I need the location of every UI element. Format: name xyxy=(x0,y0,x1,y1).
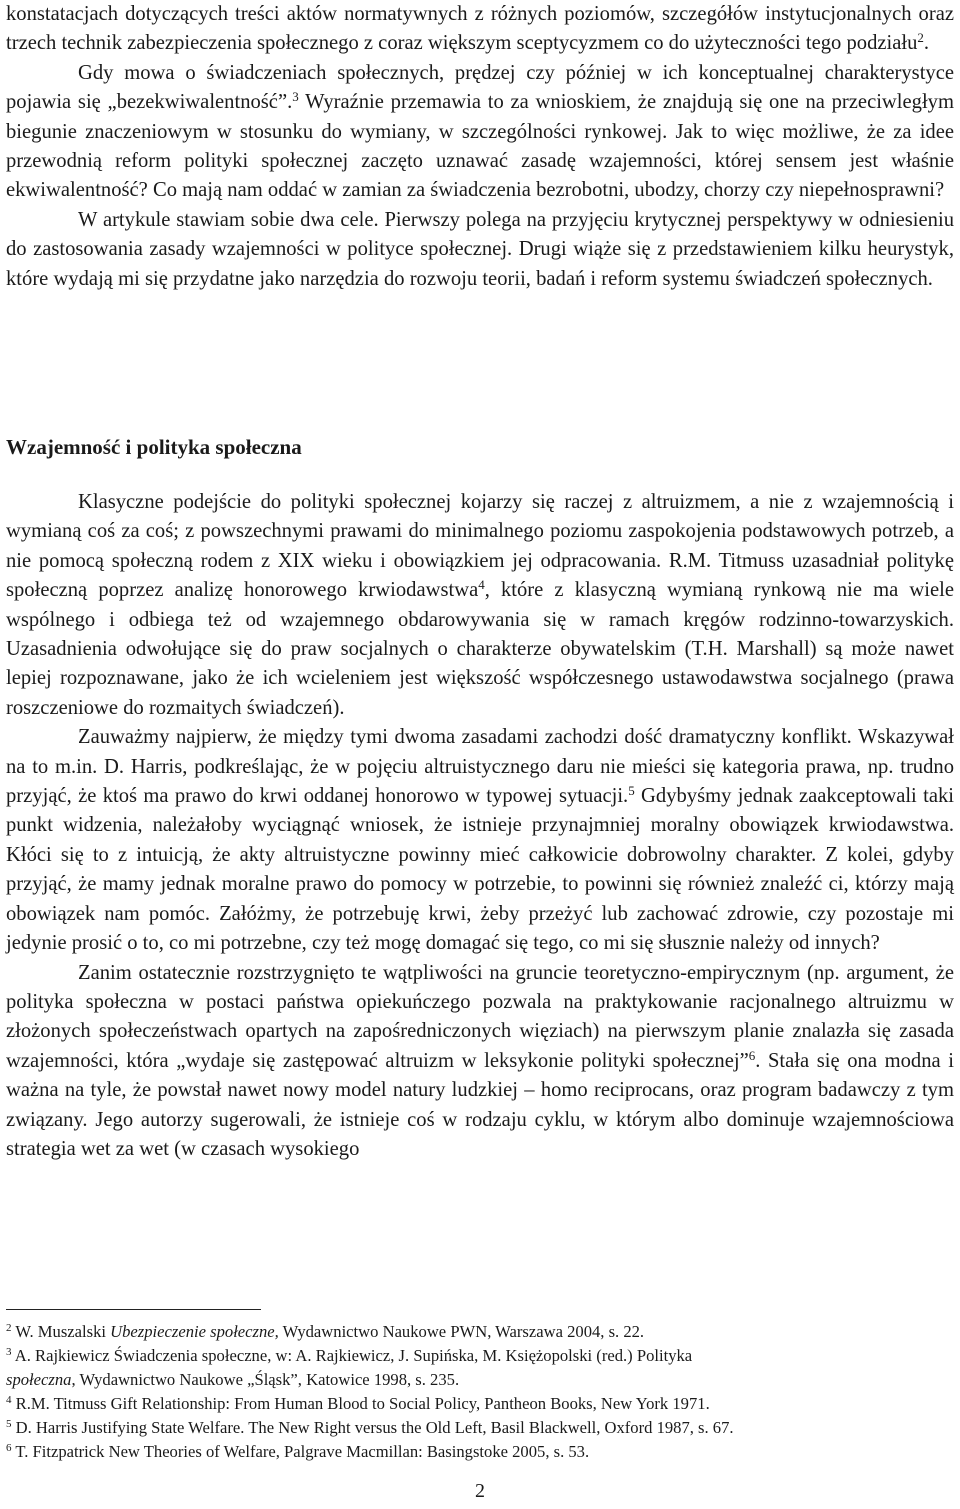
page-number: 2 xyxy=(475,1480,485,1502)
paragraph-goals xyxy=(6,206,954,294)
footnote-ref[interactable]: 4 xyxy=(478,577,485,593)
footnote-text: A. Rajkiewicz Świadczenia społeczne, w: A. Rajkiewicz, J. Supińska, M. Księżopolski (red.) Polityka xyxy=(11,1346,693,1365)
footnote-number: 3 xyxy=(6,1346,12,1358)
paragraph-text: . Stała się ona modna i ważna na tyle, że powstał nawet nowy model natury ludzkiej – homo reciprocans, oraz program badawczy z tym związany. Jego autorzy sugerowali, że istnieje coś w rodzaju cyklu, w którym albo dominuje wzajemnościowa strategia wet za wet (w czasach wysokiego xyxy=(6,1049,954,1160)
paragraph-text: konstatacjach dotyczących treści aktów normatywnych z różnych poziomów, szczegółów instytucjonalnych oraz trzech technik zabezpieczenia społecznego z coraz większym sceptycyzmem co do użyteczności tego podziału xyxy=(6,3,954,55)
section-text xyxy=(6,488,954,1164)
footnote-number: 2 xyxy=(6,1322,12,1334)
footnote-number: 6 xyxy=(6,1442,12,1454)
footnote-ref[interactable]: 6 xyxy=(748,1047,756,1063)
footnote-number: 4 xyxy=(6,1394,12,1406)
footnote-4 xyxy=(6,1392,954,1416)
footnote-separator xyxy=(6,1309,261,1310)
footnote-text: Wydawnictwo Naukowe PWN, Warszawa 2004, s. 22. xyxy=(278,1322,645,1341)
footnote-text: W. Muszalski xyxy=(11,1322,111,1341)
paragraph-text: Klasyczne podejście do polityki społecznej kojarzy się raczej z altruizmem, a nie z wzajemnością i wymianą coś za coś; z powszechnymi prawami do minimalnego poziomu zaspokojenia podstawowych potrzeb, a nie pomocą społeczną rodem z XIX wieku i obowiązkiem jej odpracowania. R.M. Titmuss uzasadniał politykę społeczną poprzez analizę honorowego krwiodawstwa xyxy=(6,491,954,602)
paragraph-text: Zauważmy najpierw, że między tymi dwoma zasadami zachodzi dość dramatyczny konflikt. Wskazywał na to m.in. D. Harris, podkreślając, że w pojęciu altruistycznego daru nie mieści się kategoria prawa, np. trudno przyjąć, że ktoś ma prawo do krwi oddanej honorowo w typowej sytuacji. xyxy=(6,726,954,808)
intro-text xyxy=(6,0,954,294)
footnote-text: R.M. Titmuss Gift Relationship: From Human Blood to Social Policy, Pantheon Books, New York 1971. xyxy=(11,1394,710,1413)
footnote-ref[interactable]: 5 xyxy=(628,783,635,799)
footnote-3 xyxy=(6,1344,954,1392)
section-heading: Wzajemność i polityka społeczna xyxy=(6,435,302,459)
footnote-6 xyxy=(6,1440,954,1464)
footnote-text: T. Fitzpatrick New Theories of Welfare, Palgrave Macmillan: Basingstoke 2005, s. 53. xyxy=(11,1442,590,1461)
paragraph-conflict xyxy=(6,723,954,958)
paragraph-classic-approach xyxy=(6,488,954,723)
footnote-ref[interactable]: 3 xyxy=(292,89,299,105)
footnote-text: , Wydawnictwo Naukowe „Śląsk”, Katowice 1998, s. 235. xyxy=(71,1370,460,1389)
paragraph-reciprocity xyxy=(6,959,954,1165)
footnote-text: D. Harris Justifying State Welfare. The New Right versus the Old Left, Basil Blackwell, Oxford 1987, s. 67. xyxy=(11,1418,734,1437)
footnote-2 xyxy=(6,1320,954,1344)
footnote-number: 5 xyxy=(6,1418,12,1430)
footnote-ref[interactable]: 2 xyxy=(917,30,924,46)
paragraph-text: Wyraźnie przemawia to za wnioskiem, że znajdują się one na przeciwległym biegunie znaczeniowym w stosunku do wymiany, w szczególności rynkowej. Jak to więc możliwe, że za idee przewodnią reform polityki społecznej zaczęto uznawać zasadę wzajemności, której sensem jest właśnie ekwiwalentność? Co mają nam oddać w zamian za świadczenia bezrobotni, ubodzy, chorzy czy niepełnosprawni? xyxy=(6,91,954,202)
paragraph-intro-continuation xyxy=(6,0,954,59)
paragraph-bezekwiwalentnosc xyxy=(6,59,954,206)
footnote-5 xyxy=(6,1416,954,1440)
footnote-title: społeczna xyxy=(6,1370,72,1389)
paragraph-text: , które z klasyczną wymianą rynkową nie ma wiele wspólnego i odbiega też od wzajemnego obdarowywania się w ramach kręgów rodzinno-towarzyskich. Uzasadnienia odwołujące się do praw socjalnych o charakterze obywatelskim (T.H. Marshall) są może nawet lepiej rozpoznawane, jako że ich wcieleniem jest większość współczesnego ustawodawstwa socjalnego (prawa roszczeniowe do rozmaitych świadczeń). xyxy=(6,579,954,719)
paragraph-text: Gdy mowa o świadczeniach społecznych, prędzej czy później w ich konceptualnej charakterystyce pojawia się „bezekwiwalentność”. xyxy=(6,61,954,114)
footnotes xyxy=(6,1320,954,1464)
paragraph-text: Gdybyśmy jednak zaakceptowali taki punkt widzenia, należałoby wyciągnąć wniosek, że istnieje przynajmniej moralny obowiązek krwiodawstwa. Kłóci się to z intuicją, że akty altruistyczne powinny mieć całkowicie dobrowolny charakter. Z kolei, gdyby przyjąć, że mamy jednak moralne prawo do pomocy w potrzebie, to powinni się również znaleźć ci, którzy mają obowiązek nam pomóc. Załóżmy, że potrzebuję krwi, żeby przeżyć lub zachować zdrowie, czy pozostaje mi jedynie prosić o to, co mi potrzebne, czy też mogę domagać się tego, co mi się słusznie należy od innych? xyxy=(6,785,955,955)
footnote-title: Ubezpieczenie społeczne, xyxy=(110,1322,279,1341)
paragraph-text: Zanim ostatecznie rozstrzygnięto te wątpliwości na gruncie teoretyczno-empirycznym (np. argument, że polityka społeczna w postaci państwa opiekuńczego pozwala na praktykowanie racjonalnego altruizmu w złożonych społeczeństwach opartych na zapośredniczonych więziach) na pierwszym planie znalazła się zasada wzajemności, która „wydaje się zastępować altruizm w leksykonie polityki społecznej” xyxy=(6,961,954,1072)
paragraph-text: W artykule stawiam sobie dwa cele. Pierwszy polega na przyjęciu krytycznej perspektywy w odniesieniu do zastosowania zasady wzajemności w polityce społecznej. Drugi wiąże się z przedstawieniem kilku heurystyk, które wydają mi się przydatne jako narzędzia do rozwoju teorii, badań i reform systemu świadczeń społecznych. xyxy=(6,208,954,290)
paragraph-text: . xyxy=(923,32,930,55)
